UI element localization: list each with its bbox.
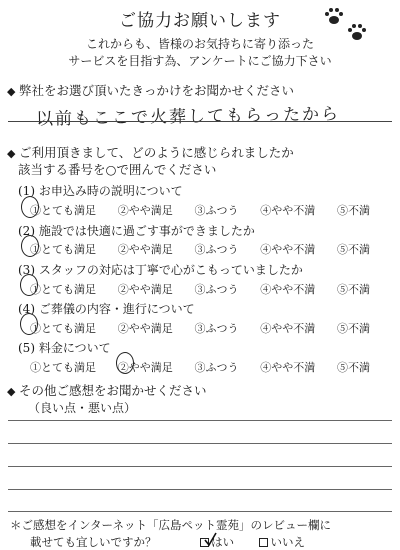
selection-circle-1 xyxy=(21,196,39,218)
footer-line-1: ＊ご感想をインターネット「広島ペット霊苑」のレビュー欄に xyxy=(10,518,331,532)
page-title: ご協力お願いします xyxy=(119,11,281,31)
option: ⑤不満 xyxy=(337,243,370,256)
option: ③ふつう xyxy=(194,361,239,374)
section2-question-1: ◆ ご利用頂きまして、どのように感じられましたか xyxy=(7,145,294,160)
comment-line xyxy=(8,443,392,444)
no-label: いいえ xyxy=(270,535,305,549)
options-row-1 xyxy=(30,202,370,218)
footer-line-2: 載せても宜しいですか？ はい いいえ xyxy=(30,535,305,549)
option: ⑤不満 xyxy=(337,361,370,374)
option: ④やや不満 xyxy=(260,243,316,256)
selection-circle-5 xyxy=(116,352,134,374)
comment-line xyxy=(8,420,392,421)
option: ②やや満足 xyxy=(117,243,173,256)
option: ④やや不満 xyxy=(260,283,316,296)
intro-line-2: サービスを目指す為、アンケートにご協力下さい xyxy=(68,54,332,68)
option: ③ふつう xyxy=(194,283,239,296)
no-checkbox[interactable] xyxy=(259,538,268,547)
section3-question: ◆ その他ご感想をお聞かせください xyxy=(7,383,207,398)
option: ①とても満足 xyxy=(30,361,96,374)
option: ②やや満足 xyxy=(117,361,173,374)
survey-item-2: (2) 施設では快適に過ごす事ができましたか xyxy=(18,224,255,238)
section1-question-text: 弊社をお選び頂いたきっかけをお聞かせください xyxy=(19,83,295,98)
comment-line xyxy=(8,466,392,467)
option: ①とても満足 xyxy=(30,283,96,296)
option: ②やや満足 xyxy=(117,204,173,217)
survey-item-3: (3) スタッフの対応は丁寧で心がこもっていましたか xyxy=(18,263,303,277)
diamond-icon: ◆ xyxy=(7,147,16,160)
option: ⑤不満 xyxy=(337,204,370,217)
yes-label: はい xyxy=(211,535,235,549)
section1-question xyxy=(7,81,294,99)
survey-item-4: (4) ご葬儀の内容・進行について xyxy=(18,302,195,316)
option: ③ふつう xyxy=(194,243,239,256)
survey-item-1: (1) お申込み時の説明について xyxy=(18,184,183,198)
diamond-icon: ◆ xyxy=(7,85,16,98)
diamond-icon: ◆ xyxy=(7,385,16,398)
option: ④やや不満 xyxy=(260,361,316,374)
selection-circle-2 xyxy=(21,235,39,257)
section3-subtitle: （良い点・悪い点） xyxy=(28,401,137,415)
option: ②やや満足 xyxy=(117,322,173,335)
comment-line xyxy=(8,489,392,490)
option: ⑤不満 xyxy=(337,322,370,335)
selection-circle-4 xyxy=(20,313,38,335)
options-row-3 xyxy=(30,281,370,297)
section2-question-2: 該当する番号を○で囲んでください xyxy=(18,162,217,177)
option: ⑤不満 xyxy=(337,283,370,296)
option: ④やや不満 xyxy=(260,322,316,335)
options-row-4 xyxy=(30,320,370,336)
selection-circle-3 xyxy=(20,274,38,296)
yes-checkbox[interactable] xyxy=(200,538,209,547)
options-row-5 xyxy=(30,359,370,375)
intro-line-1: これからも、皆様のお気持ちに寄り添った xyxy=(85,37,314,51)
section1-answer: 以前もここで火葬してもらったから xyxy=(35,104,341,130)
survey-item-5: (5) 料金について xyxy=(18,341,111,355)
comment-line xyxy=(8,511,392,512)
answer-line xyxy=(8,121,392,122)
option: ①とても満足 xyxy=(30,322,96,335)
option: ③ふつう xyxy=(194,204,239,217)
option: ②やや満足 xyxy=(117,283,173,296)
option: ③ふつう xyxy=(194,322,239,335)
options-row-2 xyxy=(30,241,370,257)
option: ①とても満足 xyxy=(30,243,96,256)
option: ④やや不満 xyxy=(260,204,316,217)
option: ①とても満足 xyxy=(30,204,96,217)
